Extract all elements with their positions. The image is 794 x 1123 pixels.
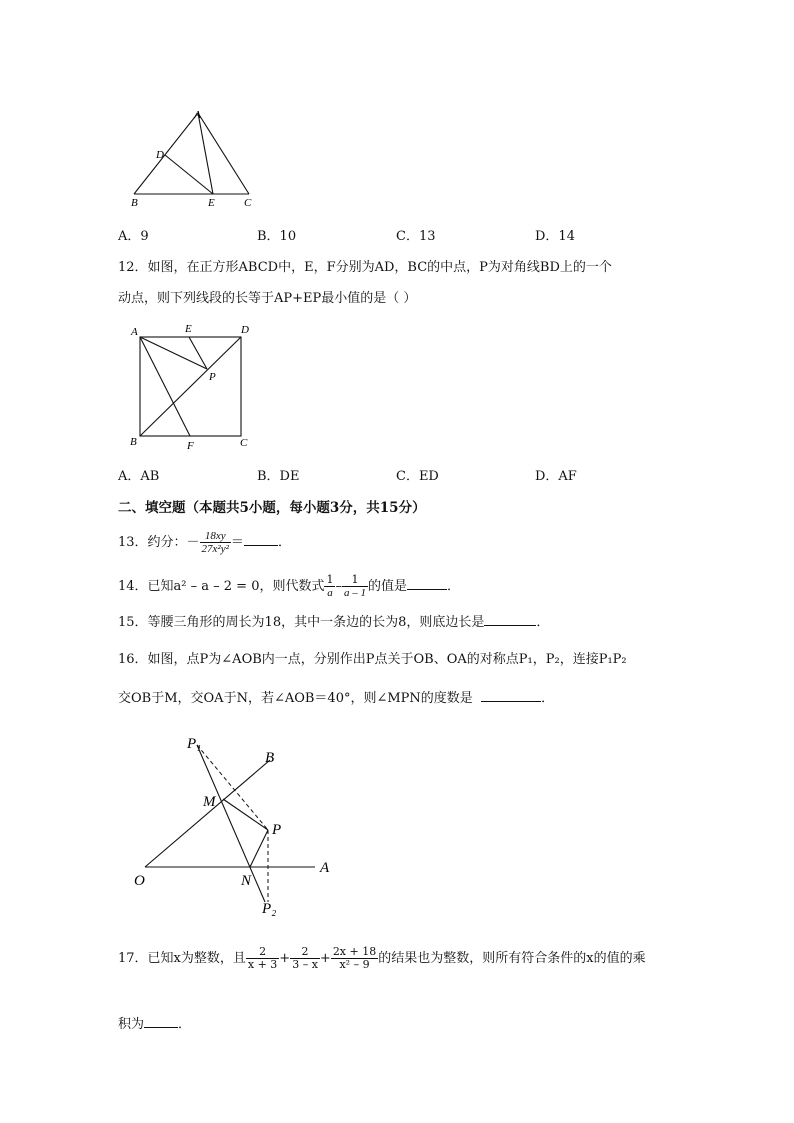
q17-fraction-3 <box>331 946 378 971</box>
q17-fraction-2 <box>290 946 320 971</box>
q13-answer-blank[interactable] <box>244 534 278 546</box>
q11-label-a: A <box>194 109 201 121</box>
q16-label-p: P <box>272 822 282 838</box>
q16-label-p2: P₂ <box>262 901 277 917</box>
q17-f2-denominator: 3 – x <box>292 958 318 971</box>
q14-f1-denominator: a <box>324 586 335 599</box>
q16-angle-figure <box>125 730 350 925</box>
q17-line2-text: 积为 <box>118 1017 145 1032</box>
q17-plus-1: + <box>279 951 291 966</box>
q16-line2 <box>118 690 554 707</box>
q17-fraction-1 <box>246 946 279 971</box>
q12-label-p: P <box>209 371 216 383</box>
q11-label-c: C <box>244 197 252 209</box>
q12-label-c: C <box>240 437 248 449</box>
q17-f3-denominator: x² – 9 <box>331 958 378 971</box>
q12-label-b: B <box>130 436 137 448</box>
q11-option-b: B．10 <box>257 229 297 244</box>
q16-stem-line1: 16．如图，点P为∠AOB内一点，分别作出P点关于OB、OA的对称点P₁，P₂，连接P₁P₂ <box>118 652 627 667</box>
q16-stem-line2: 交OB于M，交OA于N，若∠AOB＝40°，则∠MPN的度数是 <box>118 691 473 706</box>
q14-suffix: 的值是 <box>367 579 407 594</box>
q16-label-b: B <box>265 750 275 766</box>
q17-answer-blank[interactable] <box>144 1016 178 1028</box>
q11-label-d: D <box>156 149 164 161</box>
q17-prefix: 17．已知x为整数，且 <box>118 951 246 966</box>
q17-plus-2: + <box>319 951 331 966</box>
q11-option-a: A．9 <box>118 229 149 244</box>
q12-square-figure <box>125 320 260 455</box>
q16-label-o: O <box>134 873 145 889</box>
q12-option-c: C．ED <box>396 469 439 484</box>
q14-fraction-1 <box>324 574 335 599</box>
q14-prefix: 14．已知a² – a – 2 = 0，则代数式 <box>118 579 325 594</box>
q14-minus: – <box>335 579 342 594</box>
q11-label-b: B <box>131 197 138 209</box>
q17-line1 <box>118 942 646 976</box>
q12-label-a: A <box>131 326 138 338</box>
q15-line <box>118 614 549 631</box>
q14-fraction-2 <box>342 574 368 599</box>
q16-period: ． <box>541 691 555 706</box>
q12-stem-line1: 12．如图，在正方形ABCD中，E，F分别为AD，BC的中点，P为对角线BD上的一个 <box>118 260 612 275</box>
q17-suffix: 的结果也为整数，则所有符合条件的x的值的乘 <box>378 951 646 966</box>
q13-numerator: 18xy <box>204 530 226 542</box>
q16-answer-blank[interactable] <box>481 690 541 702</box>
q12-stem-line2: 动点，则下列线段的长等于AP+EP最小值的是（ ） <box>118 291 417 306</box>
q17-f2-numerator: 2 <box>301 945 309 958</box>
q13-period: ． <box>277 535 291 550</box>
q11-option-d: D．14 <box>535 229 575 244</box>
q12-option-d: D．AF <box>535 469 577 484</box>
q15-text: 15．等腰三角形的周长为18，其中一条边的长为8，则底边长是 <box>118 615 485 630</box>
q15-period: ． <box>536 615 550 630</box>
q14-answer-blank[interactable] <box>407 578 447 590</box>
q13-line <box>118 526 291 560</box>
q14-f2-denominator: a – 1 <box>343 587 366 599</box>
q16-label-n: N <box>241 873 252 889</box>
q13-denominator: 27x²y² <box>201 543 229 555</box>
q11-label-e: E <box>208 197 215 209</box>
q12-option-a: A．AB <box>118 469 160 484</box>
q12-label-f: F <box>187 440 194 452</box>
q17-line2 <box>118 1016 191 1033</box>
q13-fraction <box>200 530 231 555</box>
q16-label-m: M <box>203 794 216 810</box>
q16-label-p1: P₁ <box>187 736 202 752</box>
q17-f3-numerator: 2x + 18 <box>332 945 377 958</box>
q12-label-e: E <box>185 323 192 335</box>
q14-f2-numerator: 1 <box>351 573 359 586</box>
q12-label-d: D <box>241 324 249 336</box>
section-heading-fill-in: 二、填空题（本题共5小题，每小题3分，共15分） <box>118 500 426 516</box>
q12-option-b: B．DE <box>257 469 300 484</box>
q11-option-c: C．13 <box>396 229 436 244</box>
q14-f1-numerator: 1 <box>326 573 334 586</box>
q17-f1-denominator: x + 3 <box>247 958 278 971</box>
q13-equals: ＝ <box>230 535 244 550</box>
q11-triangle-figure <box>125 105 265 210</box>
q16-label-a: A <box>320 860 330 876</box>
q17-f1-numerator: 2 <box>259 945 267 958</box>
q14-line <box>118 570 460 604</box>
q14-period: ． <box>447 579 461 594</box>
q13-prefix: 13．约分：－ <box>118 535 200 550</box>
q17-period: ． <box>178 1017 192 1032</box>
q15-answer-blank[interactable] <box>484 614 536 626</box>
